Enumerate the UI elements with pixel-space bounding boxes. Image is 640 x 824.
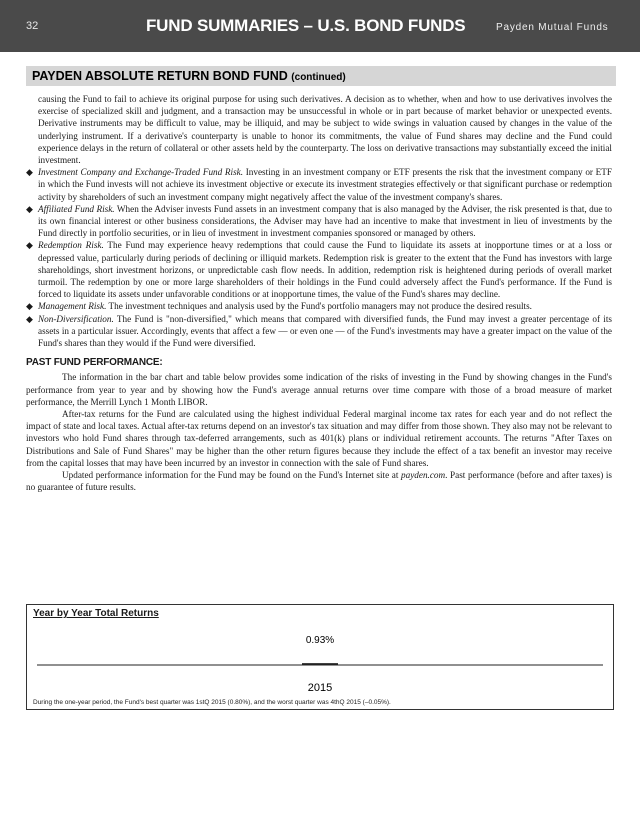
risk-text: The investment techniques and analysis used by the Fund's portfolio managers may not produce the desired results. xyxy=(106,301,532,312)
performance-paragraph-1: The information in the bar chart and table below provides some indication of the risks of investing in the Fund by showing changes in the Fund's performance from year to year and by showing how the Fund's average annual returns over time compare with those of a broad measure of market performance, the Merrill Lynch 1 Month LIBOR. xyxy=(26,372,612,407)
page-number: 32 xyxy=(26,20,39,32)
bullet-icon: ◆ xyxy=(26,240,33,251)
risk-item xyxy=(26,313,612,350)
website-link[interactable]: payden.com xyxy=(401,470,446,481)
returns-chart xyxy=(26,604,614,710)
intro-paragraph: causing the Fund to fail to achieve its original purpose for using such derivatives. A decision as to whether, when and how to use derivatives involves the exercise of specialized skill and judgment, and a transaction may be unsuccessful in whole or in part because of market behavior or unexpected events. Derivative instruments may be difficult to value, may be illiquid, and may be subject to wide swings in valuation caused by changes in the value of the underlying instrument. If a derivative's counterparty is unable to honor its commitments, the value of Fund shares may decline and the Fund could experience delays in the return of collateral or other assets held by the counterparty. The loss on derivative transactions may substantially exceed the initial investment. xyxy=(38,94,612,166)
risk-text: When the Adviser invests Fund assets in an investment company that is also managed by the Adviser, the risk presented is that, due to its own financial interest or other business considerations, the Adviser may have had an incentive to make that investment in lieu of investments by the Fund directly in portfolio securities, or in lieu of investment in investment companies sponsored or managed by others. xyxy=(38,203,613,239)
category-label: 2015 xyxy=(307,682,333,694)
performance-p3-post: . Past performance (before and after taxes) is no guarantee of future results. xyxy=(26,470,612,493)
risk-term: Investment Company and Exchange-Traded Fund Risk. xyxy=(38,167,244,178)
bar-value-label: 0.93% xyxy=(305,635,335,646)
page-header xyxy=(0,0,640,52)
risk-list xyxy=(26,166,612,349)
performance-paragraph-2: After-tax returns for the Fund are calculated using the highest individual Federal marginal income tax rates for each year and do not reflect the impact of state and local taxes. Actual after-tax returns depend on an investor's tax situation and may differ from those shown. They also may not be relevant to investors who hold Fund shares through tax-deferred arrangements, such as 401(k) plans or individual retirement accounts. The returns "After Taxes on Distributions and Sale of Fund Shares" may be higher than the other return figures because they include the effect of a tax benefit an investor may receive from the capital losses that may have been incurred by an investor in connection with the sale of Fund shares. xyxy=(26,409,612,468)
bullet-icon: ◆ xyxy=(26,313,33,324)
section-continued: (continued) xyxy=(291,72,346,83)
body-content xyxy=(26,93,612,494)
risk-item xyxy=(26,239,612,300)
performance-paragraph-3 xyxy=(26,469,612,493)
risk-term: Affiliated Fund Risk. xyxy=(38,203,115,214)
section-bar xyxy=(26,66,616,86)
bullet-icon: ◆ xyxy=(26,301,33,312)
risk-term: Management Risk. xyxy=(38,301,107,312)
section-title xyxy=(32,69,346,83)
risk-text: The Fund is "non-diversified," which means that compared with diversified funds, the Fund may invest a greater percentage of its assets in a particular issuer. Accordingly, events that affect a few — or even one — of the Fund's investments may have a greater impact on the value of the Fund's shares than they would if the Fund were diversified. xyxy=(38,313,612,349)
chart-footnote: During the one-year period, the Fund's best quarter was 1stQ 2015 (0.80%), and the worst quarter was 4thQ 2015 (–0.05%). xyxy=(33,699,391,706)
header-title: FUND SUMMARIES – U.S. BOND FUNDS xyxy=(146,16,466,35)
bullet-icon: ◆ xyxy=(26,167,33,178)
risk-item xyxy=(26,203,612,240)
risk-text: The Fund may experience heavy redemptions that could cause the Fund to liquidate its assets at inopportune times or at a loss or depressed value, particularly during periods of declining or illiquid markets. Redemption risk is greater to the extent that the Fund has investors with large shareholdings, short investment horizons, or unpredictable cash flow needs. In addition, redemption risk is heightened during periods of overall market turmoil. The redemption by one or more large shareholders of their holdings in the Fund could adversely affect the Fund's performance. If the Fund is forced to liquidate its assets under unfavorable conditions or at inopportune times, the value of the Fund's shares may decline. xyxy=(38,240,612,300)
bullet-icon: ◆ xyxy=(26,203,33,214)
risk-item xyxy=(26,300,612,312)
section-title-text: PAYDEN ABSOLUTE RETURN BOND FUND xyxy=(32,69,288,83)
publisher-name: Payden Mutual Funds xyxy=(496,22,609,33)
chart-plot xyxy=(27,605,613,709)
risk-text: Investing in an investment company or ETF presents the risk that the investment company or ETF in which the Fund invests will not achieve its investment objective or execute its investment strategies effectively or that significant purchase or redemption activity by shareholders of such an investment company might negatively affect the value of the investment company's shares. xyxy=(38,167,612,202)
chart-bar xyxy=(302,663,338,665)
risk-term: Non-Diversification. xyxy=(38,313,114,324)
past-performance-heading: PAST FUND PERFORMANCE: xyxy=(26,357,163,369)
chart-title: Year by Year Total Returns xyxy=(33,608,159,619)
performance-p3-pre: Updated performance information for the Fund may be found on the Fund's Internet site at xyxy=(62,470,402,481)
risk-item xyxy=(26,166,612,203)
risk-term: Redemption Risk. xyxy=(38,240,104,251)
